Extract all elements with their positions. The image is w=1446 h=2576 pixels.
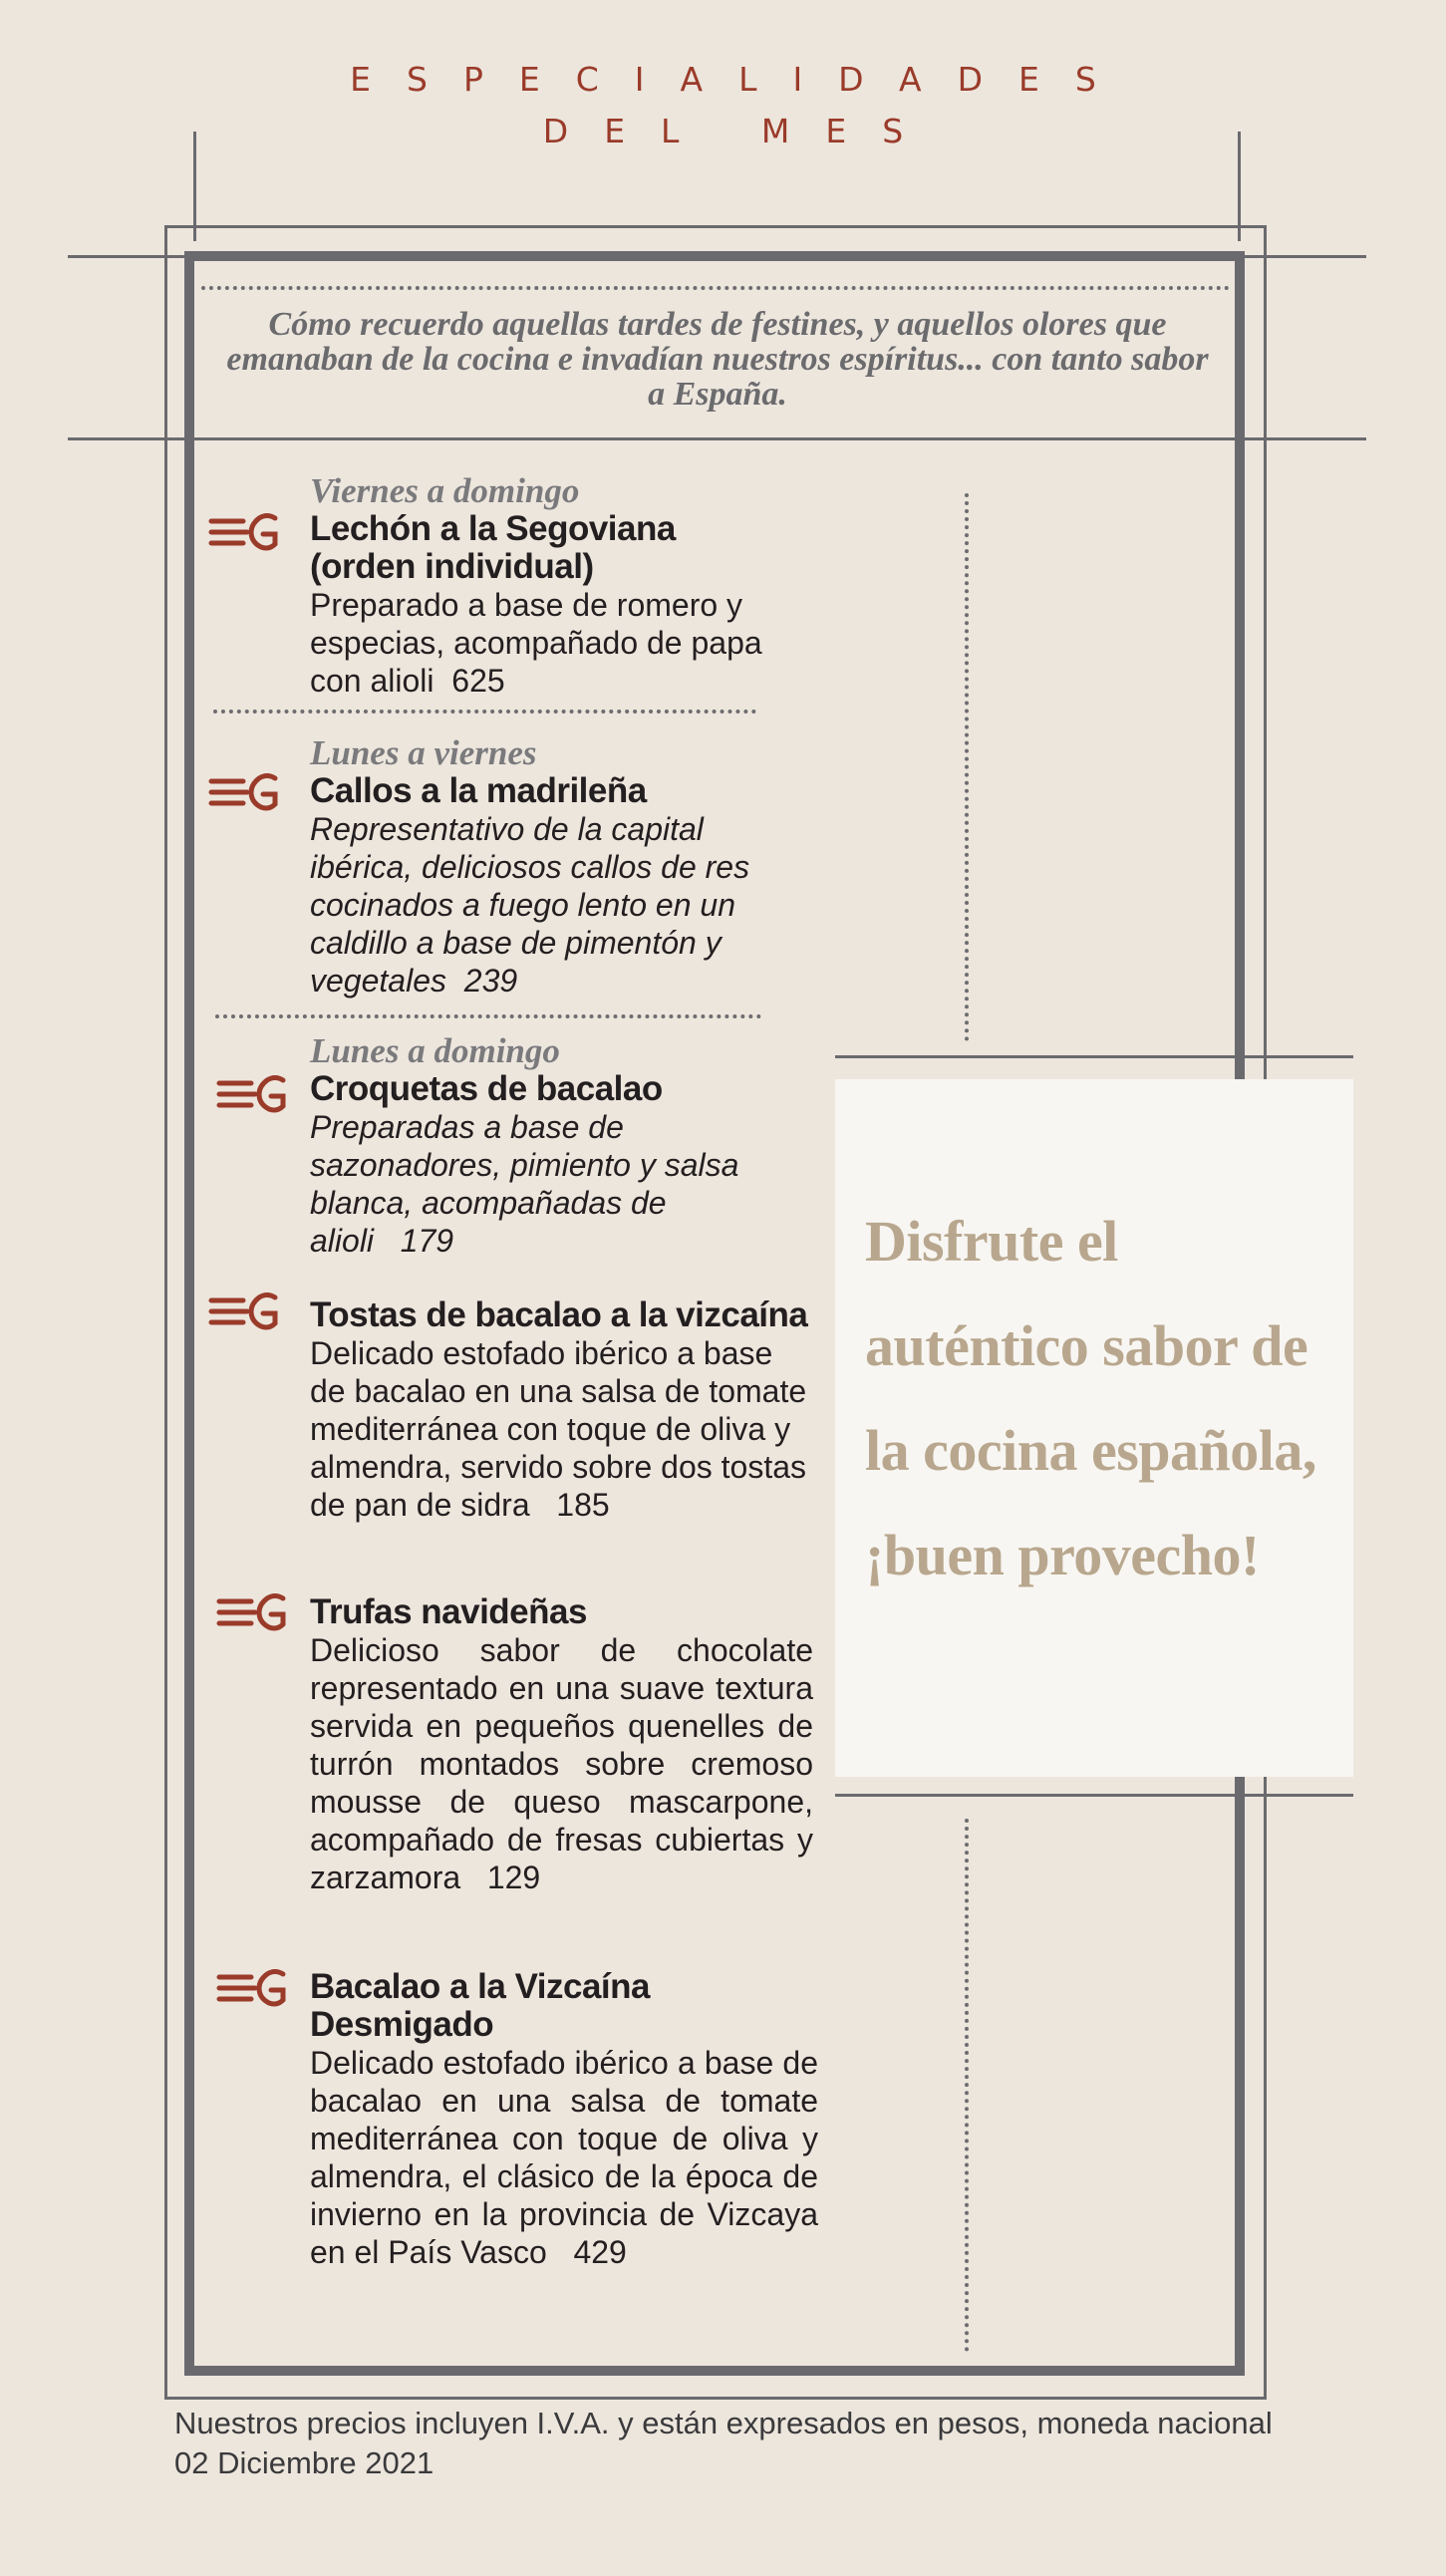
- intro-text: Cómo recuerdo aquellas tardes de festines, y aquellos olores que emanaban de la cocina e invadían nuestros espíritus... con tanto sabor a España.: [226, 306, 1209, 413]
- menu-item: [310, 1032, 828, 1260]
- quote-box: [835, 1079, 1353, 1777]
- item-price: 185: [556, 1487, 610, 1523]
- dotted-divider: [215, 1014, 761, 1018]
- item-price: 179: [400, 1223, 454, 1259]
- dotted-divider: [201, 286, 1230, 290]
- item-name: Bacalao a la Vizcaína Desmigado: [310, 1967, 651, 2044]
- menu-item: [310, 1968, 828, 2271]
- menu-item: [310, 1296, 828, 1524]
- frame-line: [835, 1794, 1353, 1797]
- item-name: Trufas navideñas: [310, 1592, 587, 1631]
- menu-item: [310, 472, 828, 700]
- item-name: Callos a la madrileña: [310, 771, 647, 810]
- title-line-1: ESPECIALIDADES: [350, 60, 1132, 99]
- menu-item: [310, 734, 828, 1000]
- item-description: Preparadas a base de sazonadores, pimiento y salsa blanca, acompañadas de alioli 179: [310, 1109, 739, 1259]
- fork-icon: [207, 510, 283, 554]
- item-price: 429: [573, 2234, 627, 2270]
- item-name: Lechón a la Segoviana (orden individual): [310, 509, 676, 586]
- item-day: Lunes a domingo: [310, 1031, 560, 1070]
- item-day: Viernes a domingo: [310, 471, 580, 510]
- item-description: Delicioso sabor de chocolate representado en una suave textura servida en pequeños quenelles de turrón montados sobre cremoso mousse de queso mascarpone, acompañado de fresas cubiertas y zarzamora 129: [310, 1632, 813, 1895]
- menu-item: [310, 1593, 828, 1896]
- item-name: Tostas de bacalao a la vizcaína: [310, 1295, 808, 1334]
- dotted-divider: [213, 710, 756, 714]
- fork-icon: [207, 1289, 283, 1333]
- frame-line: [68, 255, 1366, 258]
- title-line-2: DEL MES: [542, 112, 940, 150]
- dotted-divider: [965, 1819, 969, 2352]
- footer-note: Nuestros precios incluyen I.V.A. y están expresados en pesos, moneda nacional: [174, 2406, 1273, 2440]
- dotted-divider: [965, 493, 969, 1041]
- footer: [174, 2404, 1370, 2483]
- item-name: Croquetas de bacalao: [310, 1069, 663, 1108]
- fork-icon: [215, 1590, 291, 1634]
- item-description: Representativo de la capital ibérica, deliciosos callos de res cocinados a fuego lento en un caldillo a base de pimentón y vegetales 239: [310, 811, 750, 999]
- fork-icon: [215, 1072, 291, 1116]
- item-price: 239: [463, 963, 518, 999]
- fork-icon: [215, 1966, 291, 2010]
- item-description: Delicado estofado ibérico a base de bacalao en una salsa de tomate mediterránea con toque de oliva y almendra, servido sobre dos tostas de pan de sidra 185: [310, 1335, 807, 1523]
- item-price: 129: [486, 1860, 541, 1895]
- item-description: Preparado a base de romero y especias, acompañado de papa con alioli 625: [310, 587, 762, 699]
- footer-date: 02 Diciembre 2021: [174, 2445, 434, 2480]
- item-day: Lunes a viernes: [310, 733, 537, 772]
- frame-line: [835, 1055, 1353, 1058]
- item-price: 625: [451, 663, 505, 699]
- item-description: Delicado estofado ibérico a base de bacalao en una salsa de tomate mediterránea con toque de oliva y almendra, el clásico de la época de invierno en la provincia de Vizcaya en el País Vasco 429: [310, 2045, 818, 2270]
- frame-line: [68, 437, 1366, 440]
- quote-text: Disfrute el auténtico sabor de la cocina española, ¡buen provecho!: [865, 1209, 1316, 1587]
- fork-icon: [207, 770, 283, 814]
